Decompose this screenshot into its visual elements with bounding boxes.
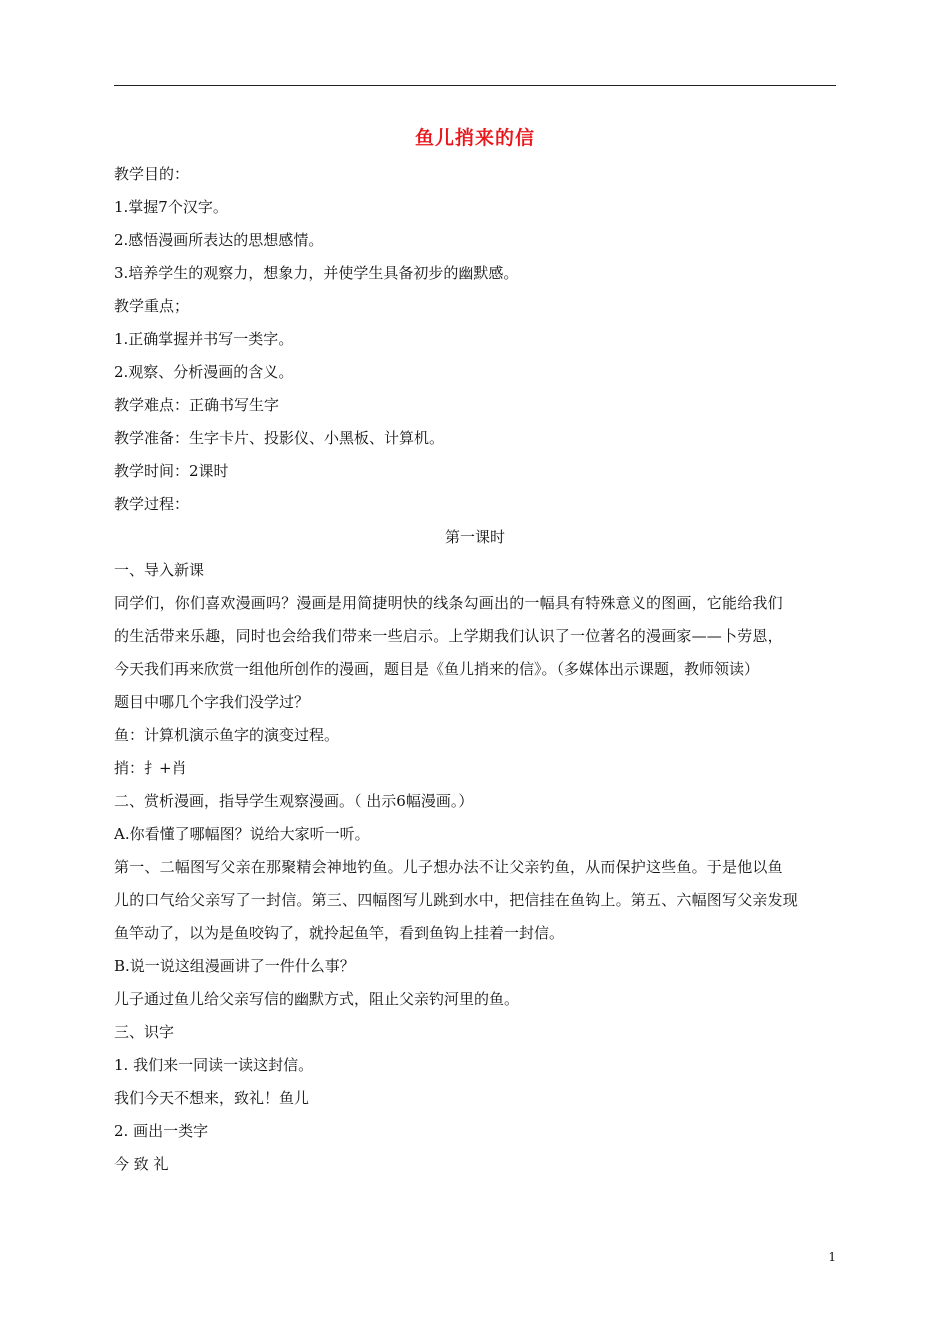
paragraph: 2.感悟漫画所表达的思想感情。 xyxy=(114,231,324,249)
paragraph: 3.培养学生的观察力，想象力，并使学生具备初步的幽默感。 xyxy=(114,264,519,282)
paragraph: 1. 我们来一同读一读这封信。 xyxy=(114,1056,314,1074)
paragraph: 教学准备：生字卡片、投影仪、小黑板、计算机。 xyxy=(114,429,445,447)
paragraph: 的生活带来乐趣，同时也会给我们带来一些启示。上学期我们认识了一位著名的漫画家——卜劳恩， xyxy=(114,627,783,645)
paragraph: 1.正确掌握并书写一类字。 xyxy=(114,330,294,348)
header-rule xyxy=(114,85,836,86)
paragraph: 教学过程： xyxy=(114,495,190,513)
page-number: 1 xyxy=(828,1250,836,1264)
paragraph: 1.掌握7个汉字。 xyxy=(114,198,228,216)
paragraph: 教学难点：正确书写生字 xyxy=(114,396,280,414)
document-title: 鱼儿捎来的信 xyxy=(414,127,535,149)
paragraph: B.说一说这组漫画讲了一件什么事？ xyxy=(114,957,355,975)
paragraph: 鱼：计算机演示鱼字的演变过程。 xyxy=(114,726,340,744)
paragraph: 今 致 礼 xyxy=(114,1155,169,1173)
document-body xyxy=(114,158,836,1181)
paragraph: 今天我们再来欣赏一组他所创作的漫画，题目是《鱼儿捎来的信》。（多媒体出示课题，教师领读） xyxy=(114,660,760,678)
paragraph: 我们今天不想来，致礼！鱼儿 xyxy=(114,1089,310,1107)
paragraph: 同学们，你们喜欢漫画吗？漫画是用简捷明快的线条勾画出的一幅具有特殊意义的图画，它能给我们 xyxy=(114,594,783,612)
paragraph: 儿的口气给父亲写了一封信。第三、四幅图写儿跳到水中，把信挂在鱼钩上。第五、六幅图写父亲发现 xyxy=(114,891,799,909)
paragraph: 2. 画出一类字 xyxy=(114,1122,209,1140)
paragraph: 捎：扌+肖 xyxy=(114,759,187,777)
paragraph: 三、识字 xyxy=(114,1023,175,1041)
paragraph: 题目中哪几个字我们没学过？ xyxy=(114,693,310,711)
section-heading: 第一课时 xyxy=(444,528,505,546)
paragraph: 儿子通过鱼儿给父亲写信的幽默方式，阻止父亲钓河里的鱼。 xyxy=(114,990,520,1008)
paragraph: 鱼竿动了，以为是鱼咬钩了，就拎起鱼竿，看到鱼钩上挂着一封信。 xyxy=(114,924,565,942)
paragraph: 第一、二幅图写父亲在那聚精会神地钓鱼。儿子想办法不让父亲钓鱼，从而保护这些鱼。于是他以鱼 xyxy=(114,858,783,876)
paragraph: 教学重点； xyxy=(114,297,190,315)
paragraph: 二、赏析漫画，指导学生观察漫画。（ 出示6幅漫画。） xyxy=(114,792,474,810)
paragraph: 2.观察、分析漫画的含义。 xyxy=(114,363,294,381)
paragraph: 教学时间：2课时 xyxy=(114,462,229,480)
paragraph: 教学目的： xyxy=(114,165,190,183)
paragraph: A.你看懂了哪幅图？说给大家听一听。 xyxy=(114,825,370,843)
paragraph: 一、导入新课 xyxy=(114,561,205,579)
